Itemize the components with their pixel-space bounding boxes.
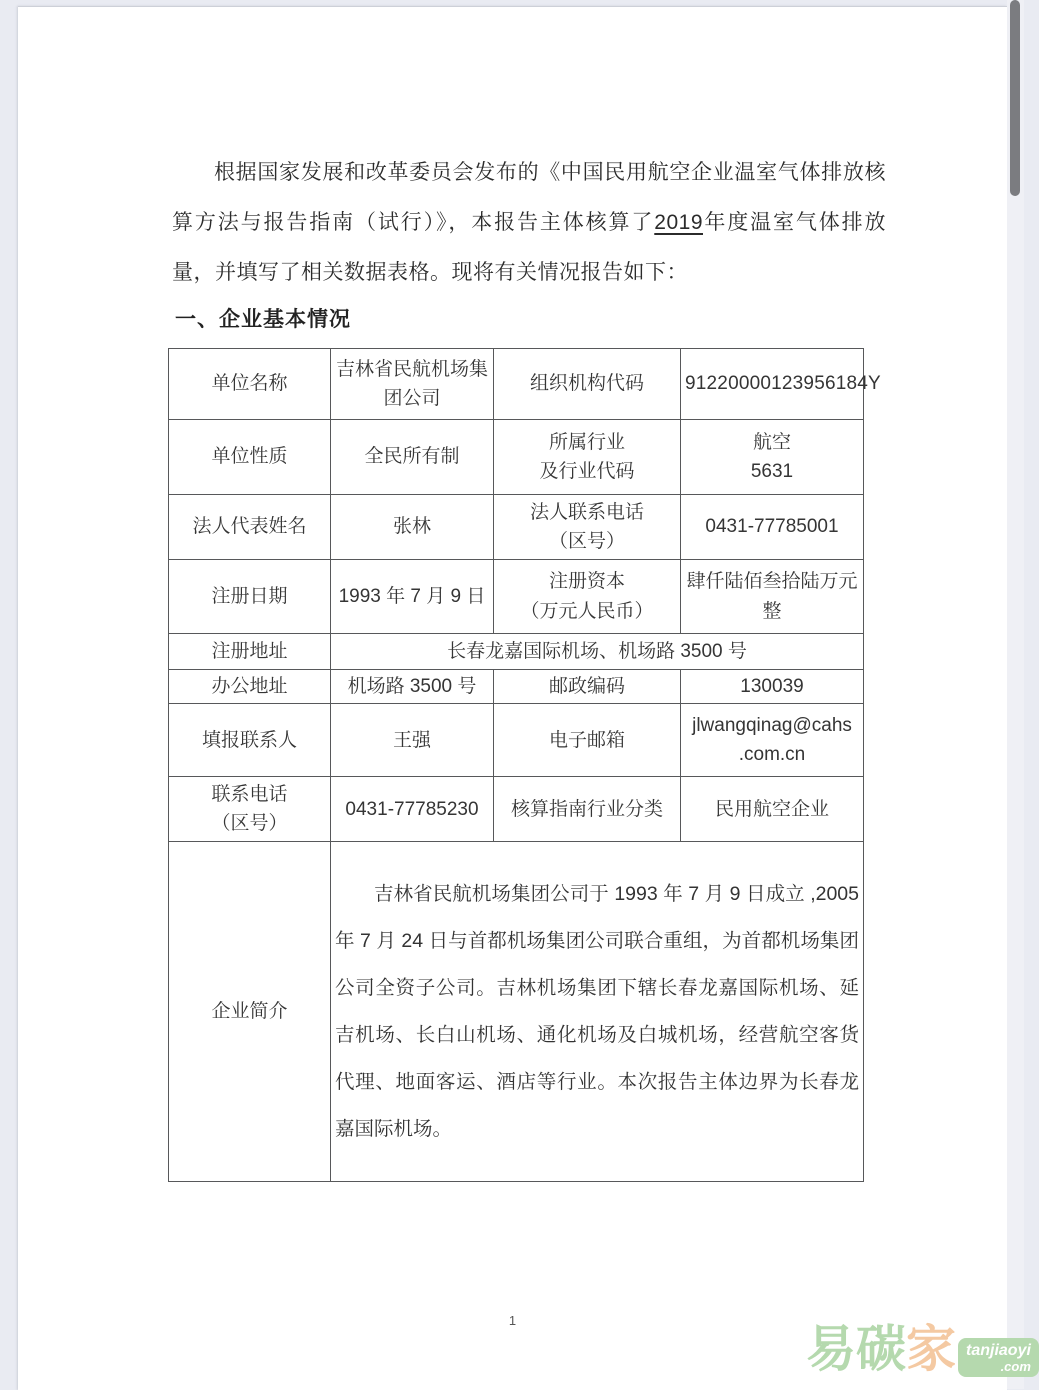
value-reg-date: 1993 年 7 月 9 日 bbox=[331, 560, 494, 634]
table-row bbox=[169, 634, 864, 670]
label-contact-phone bbox=[169, 777, 331, 842]
value-reg-capital: 肆仟陆佰叁拾陆万元整 bbox=[681, 560, 864, 634]
value-guide-industry: 民用航空企业 bbox=[681, 777, 864, 842]
label-contact-person: 填报联系人 bbox=[169, 704, 331, 777]
label-unit-name: 单位名称 bbox=[169, 349, 331, 420]
value-unit-name: 吉林省民航机场集团公司 bbox=[331, 349, 494, 420]
label-legal-rep: 法人代表姓名 bbox=[169, 495, 331, 560]
label-email: 电子邮箱 bbox=[494, 704, 681, 777]
report-year: 2019 bbox=[654, 211, 703, 234]
watermark-badge-domain: .com bbox=[1000, 1359, 1031, 1374]
value-office-address: 机场路 3500 号 bbox=[331, 670, 494, 704]
watermark-char-yi: 易 bbox=[806, 1321, 856, 1377]
label-legal-phone-line2: （区号） bbox=[548, 531, 625, 552]
table-row bbox=[169, 670, 864, 704]
label-company-profile: 企业简介 bbox=[169, 842, 331, 1182]
watermark-char-jia: 家 bbox=[906, 1321, 956, 1377]
table-row bbox=[169, 495, 864, 560]
label-reg-capital bbox=[494, 560, 681, 634]
label-reg-capital-line2: （万元人民币） bbox=[520, 600, 654, 622]
value-postal-code: 130039 bbox=[681, 670, 864, 704]
label-reg-date: 注册日期 bbox=[169, 560, 331, 634]
value-industry-name: 航空 bbox=[752, 431, 791, 453]
document-page bbox=[18, 6, 1007, 1390]
value-legal-phone: 0431-77785001 bbox=[681, 495, 864, 560]
watermark-badge-text: tanjiaoyi bbox=[966, 1342, 1031, 1359]
page-number: 1 bbox=[508, 1313, 517, 1328]
value-company-profile bbox=[331, 842, 864, 1182]
label-office-address: 办公地址 bbox=[169, 670, 331, 704]
table-row bbox=[169, 420, 864, 495]
table-row bbox=[169, 842, 864, 1182]
label-unit-type: 单位性质 bbox=[169, 420, 331, 495]
label-industry bbox=[494, 420, 681, 495]
label-legal-phone bbox=[494, 495, 681, 560]
scrollbar-track[interactable] bbox=[1007, 0, 1024, 1389]
value-industry-code: 5631 bbox=[750, 461, 794, 482]
table-row bbox=[169, 560, 864, 634]
label-org-code: 组织机构代码 bbox=[494, 349, 681, 420]
company-info-table bbox=[168, 348, 881, 1182]
label-guide-industry: 核算指南行业分类 bbox=[494, 777, 681, 842]
watermark-char-tan: 碳 bbox=[856, 1321, 906, 1377]
intro-text-before: 根据国家发展和改革委员会发布的《中国民用航空企业温室气体排放核算方法与报告指南（试行）》，本报告主体核算了 bbox=[172, 161, 886, 234]
label-reg-capital-line1: 注册资本 bbox=[548, 571, 625, 593]
value-reg-address: 长春龙嘉国际机场、机场路 3500 号 bbox=[331, 634, 864, 670]
value-unit-type: 全民所有制 bbox=[331, 420, 494, 495]
table-row bbox=[169, 349, 864, 420]
value-industry bbox=[681, 420, 864, 495]
table-row bbox=[169, 777, 864, 842]
value-org-code: 91220000123956184Y bbox=[681, 349, 864, 420]
label-industry-line1: 所属行业 bbox=[548, 431, 625, 453]
label-postal-code: 邮政编码 bbox=[494, 670, 681, 704]
label-legal-phone-line1: 法人联系电话 bbox=[529, 501, 644, 523]
table-row bbox=[169, 704, 864, 777]
label-reg-address: 注册地址 bbox=[169, 634, 331, 670]
value-contact-person: 王强 bbox=[331, 704, 494, 777]
label-contact-phone-line2: （区号） bbox=[211, 813, 288, 835]
value-email-line1: jlwangqinag@cahs bbox=[692, 715, 852, 736]
scrollbar-thumb[interactable] bbox=[1010, 0, 1020, 196]
label-contact-phone-line1: 联系电话 bbox=[211, 784, 288, 805]
section-title: 一、企业基本情况 bbox=[175, 308, 351, 331]
company-profile-text: 吉林省民航机场集团公司于 1993 年 7 月 9 日成立 ,2005 年 7 月 24 日与首都机场集团公司联合重组，为首都机场集团公司全资子公司。吉林机场集团下辖长春龙嘉国际机场、延吉机场、长白山机场、通化机场及白城机场，经营航空客货代理、地面客运、酒店等行业。本次报告主体边界为长春龙嘉国际机场。 bbox=[335, 882, 859, 1140]
value-email bbox=[681, 704, 864, 777]
value-legal-rep: 张林 bbox=[331, 495, 494, 560]
value-contact-phone: 0431-77785230 bbox=[331, 777, 494, 842]
label-industry-line2: 及行业代码 bbox=[539, 461, 635, 482]
intro-text-after: 年度温室气体排放量，并填写了相关数据表格。现将有关情况报告如下： bbox=[172, 211, 887, 284]
value-email-line2: .com.cn bbox=[738, 744, 806, 766]
intro-paragraph bbox=[172, 148, 886, 298]
